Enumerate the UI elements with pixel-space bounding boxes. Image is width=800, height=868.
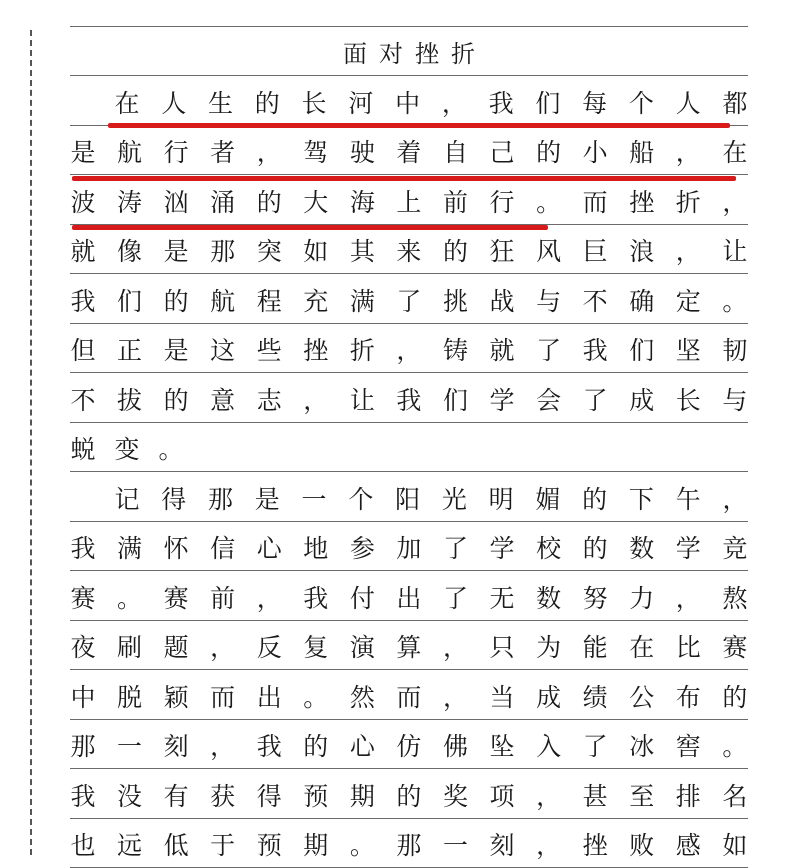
ruled-line xyxy=(70,324,748,374)
ruled-line xyxy=(70,76,748,126)
red-emphasis-underline xyxy=(108,123,730,128)
ruled-line xyxy=(70,819,748,868)
ruled-line xyxy=(70,126,748,176)
line-text: 我 们 的 航 程 充 满 了 挑 战 与 不 确 定 。 xyxy=(70,287,748,317)
line-text: 记 得 那 是 一 个 阳 光 明 媚 的 下 午 ， xyxy=(114,485,748,515)
line-text: 赛 。 赛 前 ， 我 付 出 了 无 数 努 力 ， 熬 xyxy=(70,584,748,614)
ruled-line xyxy=(70,472,748,522)
line-text: 在 人 生 的 长 河 中 ， 我 们 每 个 人 都 xyxy=(114,89,748,119)
line-text: 那 一 刻 ， 我 的 心 仿 佛 坠 入 了 冰 窖 。 xyxy=(70,732,748,762)
line-text: 不 拔 的 意 志 ， 让 我 们 学 会 了 成 长 与 xyxy=(70,386,748,416)
essay-paper xyxy=(70,26,748,855)
red-emphasis-underline xyxy=(72,225,548,230)
ruled-line xyxy=(70,670,748,720)
binding-margin-line xyxy=(30,30,32,855)
line-text: 我 满 怀 信 心 地 参 加 了 学 校 的 数 学 竞 xyxy=(70,534,748,564)
line-text: 我 没 有 获 得 预 期 的 奖 项 ， 甚 至 排 名 xyxy=(70,782,748,812)
ruled-line xyxy=(70,225,748,275)
ruled-line xyxy=(70,274,748,324)
line-text: 就 像 是 那 突 如 其 来 的 狂 风 巨 浪 ， 让 xyxy=(70,237,748,267)
ruled-line xyxy=(70,423,748,473)
ruled-line xyxy=(70,522,748,572)
essay-title: 面对挫折 xyxy=(331,34,487,69)
line-text: 夜 刷 题 ， 反 复 演 算 ， 只 为 能 在 比 赛 xyxy=(70,633,748,663)
ruled-line xyxy=(70,769,748,819)
ruled-line xyxy=(70,621,748,671)
line-text: 波 涛 汹 涌 的 大 海 上 前 行 。 而 挫 折 ， xyxy=(70,188,748,218)
title-row xyxy=(70,26,748,76)
line-text: 也 远 低 于 预 期 。 那 一 刻 ， 挫 败 感 如 xyxy=(70,831,748,861)
ruled-line xyxy=(70,571,748,621)
line-text: 是 航 行 者 ， 驾 驶 着 自 己 的 小 船 ， 在 xyxy=(70,138,748,168)
red-emphasis-underline xyxy=(72,176,736,181)
line-text: 中 脱 颖 而 出 。 然 而 ， 当 成 绩 公 布 的 xyxy=(70,683,748,713)
line-text: 蜕 变 。 xyxy=(70,435,748,465)
ruled-line xyxy=(70,720,748,770)
ruled-line xyxy=(70,373,748,423)
line-text: 但 正 是 这 些 挫 折 ， 铸 就 了 我 们 坚 韧 xyxy=(70,336,748,366)
ruled-line xyxy=(70,175,748,225)
